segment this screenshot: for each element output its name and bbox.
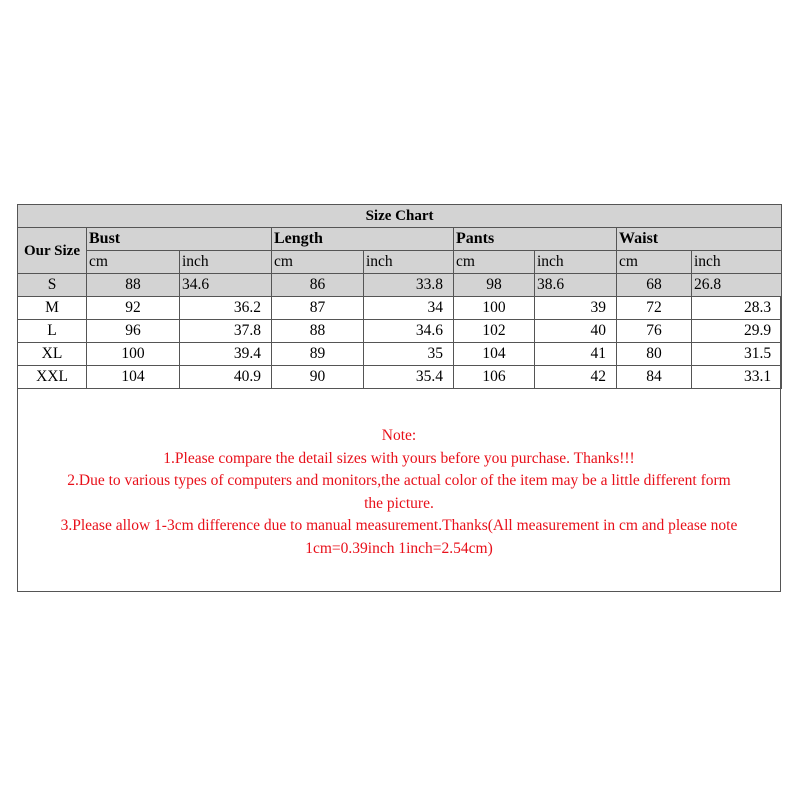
table-cell: 86 xyxy=(272,274,364,297)
table-cell: 92 xyxy=(87,297,180,320)
table-row xyxy=(18,274,782,297)
table-cell: 106 xyxy=(454,366,535,389)
table-cell: 84 xyxy=(617,366,692,389)
table-cell: 34.6 xyxy=(364,320,454,343)
table-cell: 68 xyxy=(617,274,692,297)
size-label: L xyxy=(18,320,87,343)
table-cell: 100 xyxy=(87,343,180,366)
unit-header-cm: cm xyxy=(272,251,364,274)
table-cell: 42 xyxy=(535,366,617,389)
table-cell: 40.9 xyxy=(180,366,272,389)
group-header-length: Length xyxy=(272,228,454,251)
note-line-3: 3.Please allow 1-3cm difference due to manual measurement.Thanks(All measurement in cm and please note xyxy=(60,517,738,534)
table-cell: 39 xyxy=(535,297,617,320)
table-cell: 88 xyxy=(272,320,364,343)
table-cell: 34 xyxy=(364,297,454,320)
table-cell: 104 xyxy=(87,366,180,389)
table-cell: 35.4 xyxy=(364,366,454,389)
unit-header-inch: inch xyxy=(692,251,782,274)
unit-header-cm: cm xyxy=(454,251,535,274)
our-size-header: Our Size xyxy=(18,228,87,274)
size-label: XXL xyxy=(18,366,87,389)
table-cell: 72 xyxy=(617,297,692,320)
table-cell: 76 xyxy=(617,320,692,343)
table-cell: 37.8 xyxy=(180,320,272,343)
unit-header-inch: inch xyxy=(535,251,617,274)
table-cell: 88 xyxy=(87,274,180,297)
table-cell: 33.1 xyxy=(692,366,782,389)
group-header-waist: Waist xyxy=(617,228,782,251)
table-cell: 102 xyxy=(454,320,535,343)
notes-block xyxy=(17,425,781,560)
table-cell: 38.6 xyxy=(535,274,617,297)
table-cell: 36.2 xyxy=(180,297,272,320)
note-line-3-cont: 1cm=0.39inch 1inch=2.54cm) xyxy=(305,539,493,557)
chart-title: Size Chart xyxy=(18,205,782,228)
table-cell: 98 xyxy=(454,274,535,297)
table-cell: 34.6 xyxy=(180,274,272,297)
table-row xyxy=(18,320,782,343)
table-cell: 90 xyxy=(272,366,364,389)
group-header-pants: Pants xyxy=(454,228,617,251)
unit-header-inch: inch xyxy=(364,251,454,274)
size-label: M xyxy=(18,297,87,320)
table-cell: 41 xyxy=(535,343,617,366)
table-cell: 33.8 xyxy=(364,274,454,297)
group-header-bust: Bust xyxy=(87,228,272,251)
table-cell: 104 xyxy=(454,343,535,366)
table-cell: 96 xyxy=(87,320,180,343)
unit-header-cm: cm xyxy=(617,251,692,274)
table-row xyxy=(18,366,782,389)
size-chart-table xyxy=(17,204,782,389)
table-cell: 100 xyxy=(454,297,535,320)
size-label: XL xyxy=(18,343,87,366)
unit-header-cm: cm xyxy=(87,251,180,274)
table-cell: 39.4 xyxy=(180,343,272,366)
table-cell: 35 xyxy=(364,343,454,366)
size-label: S xyxy=(18,274,87,297)
note-heading: Note: xyxy=(381,427,417,444)
note-line-2-cont: the picture. xyxy=(364,494,434,512)
table-cell: 31.5 xyxy=(692,343,782,366)
table-cell: 80 xyxy=(617,343,692,366)
note-line-2: 2.Due to various types of computers and monitors,the actual color of the item may be a little different form xyxy=(67,472,731,489)
table-row xyxy=(18,343,782,366)
unit-header-inch: inch xyxy=(180,251,272,274)
table-cell: 29.9 xyxy=(692,320,782,343)
table-cell: 87 xyxy=(272,297,364,320)
table-cell: 28.3 xyxy=(692,297,782,320)
table-cell: 89 xyxy=(272,343,364,366)
table-row xyxy=(18,297,782,320)
note-line-1: 1.Please compare the detail sizes with yours before you purchase. Thanks!!! xyxy=(163,449,635,467)
table-cell: 26.8 xyxy=(692,274,782,297)
table-cell: 40 xyxy=(535,320,617,343)
